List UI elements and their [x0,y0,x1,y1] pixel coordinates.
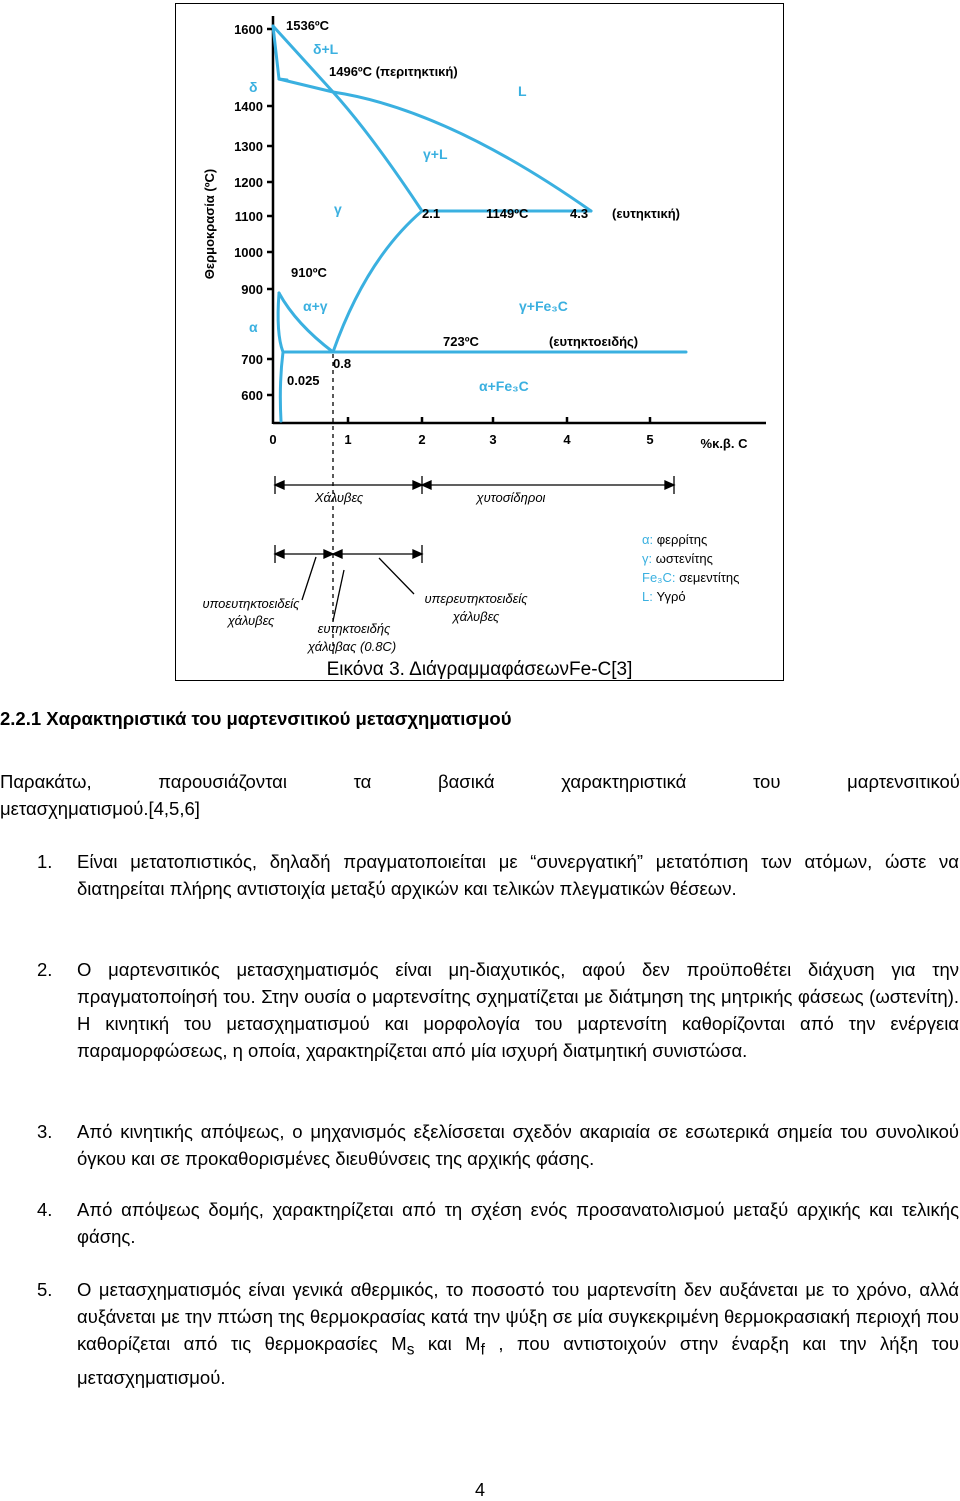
y-tick-label: 1000 [234,245,263,260]
x-tick-label: 1 [344,432,352,447]
annotation-723: 723ºC [443,334,479,349]
intro-word: του [753,771,781,792]
legend-item: γ: ωστενίτης [642,551,713,566]
intro-line-1 [0,768,960,795]
phase-delta: δ [249,79,258,95]
solidus-curve [333,92,422,211]
range-eut-2: χάλυβας (0.8C) [307,639,397,654]
phase-delta-l: δ+L [313,41,339,57]
x-tick-label: 0 [269,432,277,447]
list-number: 3. [37,1121,53,1142]
intro-word: χαρακτηριστικά [561,771,687,792]
x-tick-label: 2 [418,432,426,447]
phase-alpha-fe3c: α+Fe₃C [479,378,529,394]
x-tick-label: 3 [489,432,497,447]
intro-word: παρουσιάζονται [158,771,287,792]
range-cast-irons: χυτοσίδηροι [476,490,546,505]
section-heading: 2.2.1 Χαρακτηριστικά του μαρτενσιτικού μετασχηματισμού [0,708,512,729]
list-item [37,1196,959,1250]
annotation-2-1: 2.1 [422,206,441,221]
y-tick-label: 600 [241,388,263,403]
figure-caption: Εικόνα 3. ΔιάγραμμαφάσεωνFe-C[3] [326,659,633,680]
list-number: 2. [37,959,53,980]
legend-item: L: Υγρό [642,589,686,604]
page-number: 4 [474,1480,485,1500]
list-text: Από κινητικής απόψεως, ο μηχανισμός εξελίσσεται σχεδόν ακαριαία σε εσωτερικά σημεία του συνολικού όγκου και σε προκαθορισμένες διευθύνσεις της αρχικής φάσης. [77,1121,959,1169]
list-item [37,1276,959,1391]
list-text: Ο μαρτενσιτικός μετασχηματισμός είναι μη-διαχυτικός, αφού δεν προϋποθέτει διάχυση για την πραγματοποίησή του. Στην ουσία ο μαρτενσίτης σχηματίζεται με διάτμηση της μητρικής φάσεως (ωστενίτη). Η κινητική του μετασχηματισμού και μορφολογία του μαρτενσίτη καθορίζονται από την ενέργεια παραμορφώσεως, η οποία, χαρακτηρίζεται από μία ισχυρή διατμητική συνιστώσα. [77,959,959,1061]
legend-item: α: φερρίτης [642,532,708,547]
phase-alpha: α [249,319,258,335]
y-tick-label: 1400 [234,99,263,114]
y-tick-label: 1100 [234,209,263,224]
annotation-0-025: 0.025 [287,373,320,388]
y-tick-label: 900 [241,282,263,297]
list-item [37,848,959,902]
annotation-4-3: 4.3 [570,206,589,221]
y-tick-label: 700 [241,352,263,367]
x-tick-label: 5 [646,432,654,447]
list-number: 4. [37,1199,53,1220]
y-axis-label: Θερμοκρασία (ºC) [202,168,217,280]
alpha-solvus-curve [280,352,283,421]
phase-liquid: L [518,83,527,99]
phase-gamma-fe3c: γ+Fe₃C [519,298,568,314]
eutectoid-pointer [333,570,344,621]
range-hyper-2: χάλυβες [452,609,500,624]
annotation-1536: 1536ºC [286,18,330,33]
acm-curve [333,211,422,352]
alpha-gamma-boundary [278,293,283,352]
annotation-eutectoid: (ευτηκτοειδής) [549,334,639,349]
x-axis-label: %κ.β. C [700,436,748,451]
range-hypo-1: υποευτηκτοειδείς [202,596,300,611]
list-number: 5. [37,1279,53,1300]
list-text: Είναι μετατοπιστικός, δηλαδή πραγματοποιείται με “συνεργατική” μετατόπιση των ατόμων, ώστε να διατηρείται πλήρης αντιστοιχία μεταξύ αρχικών και τελικών πλεγματικών θέσεων. [77,851,959,899]
phase-alpha-gamma: α+γ [303,298,328,314]
range-eut-1: ευτηκτοειδής [317,621,391,636]
annotation-peritectic: 1496ºC (περιτηκτική) [329,64,458,79]
legend [642,532,739,604]
list-item [37,956,959,1064]
annotation-eutectic: (ευτηκτική) [612,206,680,221]
hypo-pointer [302,557,316,600]
legend-item: Fe₃C: σεμεντίτης [642,570,740,585]
intro-word: τα [353,771,372,792]
range-hypo-2: χάλυβες [227,613,275,628]
y-tick-label: 1200 [234,175,263,190]
intro-word: Παρακάτω, [0,771,92,792]
list-item [37,1118,959,1172]
range-hyper-1: υπερευτηκτοειδείς [424,591,528,606]
phase-gamma-l: γ+L [423,146,448,162]
annotation-910: 910ºC [291,265,327,280]
annotation-0-8: 0.8 [333,356,352,371]
annotation-1149: 1149ºC [486,206,529,221]
list-text: Από απόψεως δομής, χαρακτηρίζεται από τη σχέση ενός προσανατολισμού μεταξύ αρχικής και τελικής φάσης. [77,1199,959,1247]
list-number: 1. [37,851,53,872]
x-tick-label: 4 [563,432,571,447]
phase-gamma: γ [334,201,342,217]
delta-gamma-boundary [279,79,287,80]
range-steels: Χάλυβες [314,490,364,505]
intro-word: μαρτενσιτικού [847,771,960,792]
fe-c-phase-diagram [176,4,783,680]
figure-frame [175,3,784,681]
intro-word: βασικά [437,771,495,792]
list-text: Ο μετασχηματισμός είναι γενικά αθερμικός, το ποσοστό του μαρτενσίτη δεν αυξάνεται με το χρόνο, αλλά αυξάνεται με την πτώση της θερμοκρασίας κατά την ψύξη σε μία συγκεκριμένη θερμοκρασιακή περιοχή που καθορίζεται από τις θερμοκρασίες $M_s$ και $M_f$ , που αντιστοιχούν στην έναρξη και την λήξη του μετασχηματισμού. [77,1279,959,1388]
intro-paragraph [0,768,960,822]
y-tick-label: 1600 [234,22,263,37]
hyper-pointer [379,558,414,594]
intro-line-2: μετασχηματισμού.[4,5,6] [0,798,200,819]
y-tick-label: 1300 [234,139,263,154]
